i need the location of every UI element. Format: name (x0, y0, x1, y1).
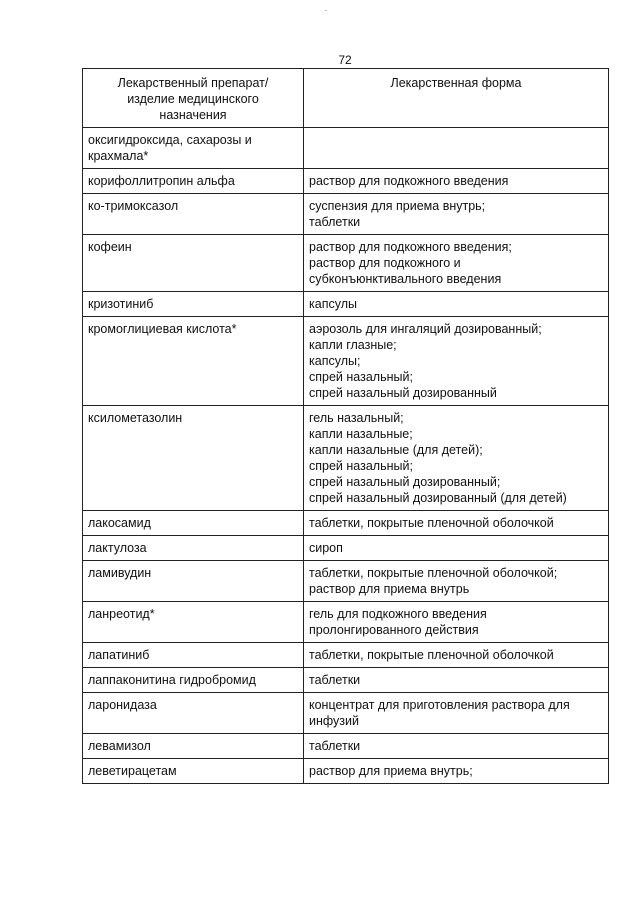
dosage-form-line: спрей назальный; (309, 370, 413, 384)
dosage-form-line: раствор для подкожного введения (309, 174, 509, 188)
drug-name-cell (83, 235, 304, 292)
table-row (83, 536, 609, 561)
dosage-form-line: гель для подкожного введения (309, 607, 487, 621)
dosage-form-line: таблетки (309, 673, 361, 687)
drug-name-cell (83, 169, 304, 194)
dosage-form-cell (304, 643, 609, 668)
dosage-form-line: таблетки, покрытые пленочной оболочкой (309, 516, 554, 530)
drug-name-line: крахмала* (88, 149, 149, 163)
table-row (83, 643, 609, 668)
scan-speck (325, 10, 327, 11)
dosage-form-cell (304, 668, 609, 693)
drug-name-line: ламивудин (88, 566, 152, 580)
dosage-form-cell (304, 406, 609, 511)
table-row (83, 561, 609, 602)
dosage-form-cell (304, 194, 609, 235)
dosage-form-line: таблетки (309, 215, 361, 229)
dosage-form-line: капли глазные; (309, 338, 397, 352)
drug-name-cell (83, 602, 304, 643)
dosage-form-line: раствор для приема внутрь; (309, 764, 473, 778)
dosage-form-cell (304, 235, 609, 292)
dosage-form-line: пролонгированного действия (309, 623, 479, 637)
drug-name-line: ксилометазолин (88, 411, 183, 425)
table-row (83, 235, 609, 292)
dosage-form-cell (304, 317, 609, 406)
drug-name-cell (83, 759, 304, 784)
dosage-form-line: аэрозоль для ингаляций дозированный; (309, 322, 542, 336)
dosage-form-cell (304, 734, 609, 759)
dosage-form-line: раствор для подкожного введения; (309, 240, 512, 254)
drug-name-line: левамизол (88, 739, 151, 753)
page-number: 72 (338, 53, 352, 67)
dosage-form-line: таблетки, покрытые пленочной оболочкой; (309, 566, 558, 580)
table-row (83, 734, 609, 759)
drug-name-cell (83, 734, 304, 759)
dosage-form-line: раствор для подкожного и (309, 256, 461, 270)
drug-name-cell (83, 292, 304, 317)
drug-name-cell (83, 194, 304, 235)
table-row (83, 128, 609, 169)
dosage-form-line: спрей назальный дозированный (для детей) (309, 491, 567, 505)
header-line: назначения (159, 108, 227, 122)
dosage-form-line: суспензия для приема внутрь; (309, 199, 486, 213)
table-body (83, 128, 609, 784)
dosage-form-line: капли назальные (для детей); (309, 443, 483, 457)
table-row (83, 759, 609, 784)
drug-name-line: лаппаконитина гидробромид (88, 673, 256, 687)
table-row (83, 668, 609, 693)
table-row (83, 292, 609, 317)
header-dosage-form (304, 69, 609, 128)
table-row (83, 511, 609, 536)
dosage-form-cell (304, 511, 609, 536)
drug-name-cell (83, 128, 304, 169)
drug-name-line: леветирацетам (88, 764, 177, 778)
drug-name-line: кризотиниб (88, 297, 154, 311)
table-row (83, 693, 609, 734)
header-line: изделие медицинского (127, 92, 259, 106)
drug-name-line: лактулоза (88, 541, 147, 555)
drug-name-cell (83, 317, 304, 406)
table-row (83, 317, 609, 406)
dosage-form-cell (304, 128, 609, 169)
table-row (83, 602, 609, 643)
table-row (83, 194, 609, 235)
drug-name-line: лакосамид (88, 516, 151, 530)
drug-name-cell (83, 536, 304, 561)
drug-name-line: оксигидроксида, сахарозы и (88, 133, 252, 147)
drug-table (82, 68, 609, 784)
table-header-row (83, 69, 609, 128)
drug-name-cell (83, 668, 304, 693)
dosage-form-cell (304, 169, 609, 194)
dosage-form-line: капсулы (309, 297, 357, 311)
dosage-form-line: спрей назальный дозированный; (309, 475, 501, 489)
drug-name-line: кофеин (88, 240, 132, 254)
dosage-form-line: капсулы; (309, 354, 361, 368)
drug-name-line: корифоллитропин альфа (88, 174, 235, 188)
drug-name-line: ко-тримоксазол (88, 199, 179, 213)
dosage-form-line: спрей назальный дозированный (309, 386, 497, 400)
dosage-form-line: таблетки, покрытые пленочной оболочкой (309, 648, 554, 662)
dosage-form-line: таблетки (309, 739, 361, 753)
dosage-form-cell (304, 759, 609, 784)
drug-name-line: лапатиниб (88, 648, 150, 662)
table-row (83, 169, 609, 194)
drug-name-cell (83, 561, 304, 602)
dosage-form-cell (304, 561, 609, 602)
dosage-form-line: инфузий (309, 714, 359, 728)
dosage-form-line: концентрат для приготовления раствора для (309, 698, 570, 712)
drug-name-cell (83, 511, 304, 536)
dosage-form-line: капли назальные; (309, 427, 413, 441)
drug-name-line: ларонидаза (88, 698, 157, 712)
dosage-form-cell (304, 536, 609, 561)
drug-name-line: ланреотид* (88, 607, 155, 621)
header-drug-name (83, 69, 304, 128)
dosage-form-line: раствор для приема внутрь (309, 582, 470, 596)
dosage-form-line: сироп (309, 541, 343, 555)
drug-name-cell (83, 693, 304, 734)
dosage-form-line: субконъюнктивального введения (309, 272, 502, 286)
header-line: Лекарственная форма (390, 76, 522, 90)
header-line: Лекарственный препарат/ (117, 76, 269, 90)
drug-name-line: кромоглициевая кислота* (88, 322, 237, 336)
dosage-form-cell (304, 693, 609, 734)
drug-name-cell (83, 406, 304, 511)
dosage-form-cell (304, 292, 609, 317)
dosage-form-line: гель назальный; (309, 411, 404, 425)
dosage-form-cell (304, 602, 609, 643)
drug-name-cell (83, 643, 304, 668)
dosage-form-line: спрей назальный; (309, 459, 413, 473)
table-row (83, 406, 609, 511)
